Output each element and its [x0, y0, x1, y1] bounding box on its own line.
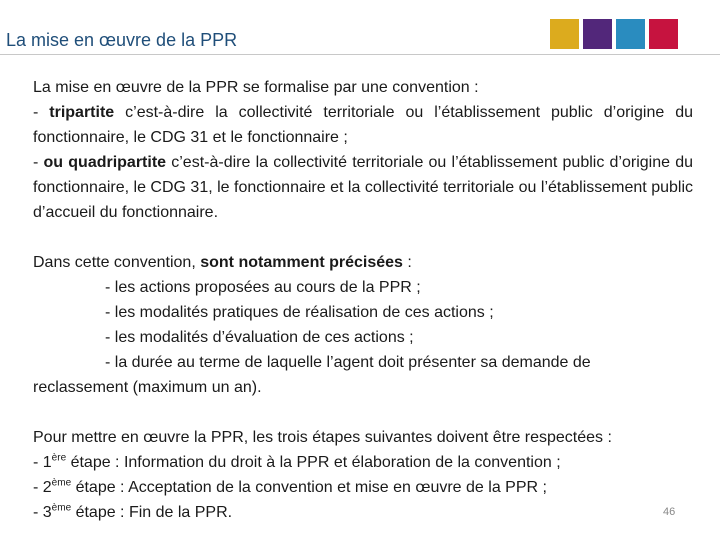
- detail-item: - les actions proposées au cours de la PPR ;: [105, 279, 421, 296]
- red-square: [649, 19, 678, 49]
- step-item: [33, 500, 693, 525]
- purple-square: [583, 19, 612, 49]
- step-ordinal: ème: [51, 502, 72, 514]
- page-number: 46: [663, 506, 676, 518]
- details-intro-bold: sont notamment précisées: [200, 254, 403, 271]
- detail-item: - les modalités pratiques de réalisation de ces actions ;: [105, 304, 494, 321]
- step-text: étape : Fin de la PPR.: [71, 504, 233, 521]
- tripartite-term: tripartite: [49, 104, 115, 121]
- steps-intro: Pour mettre en œuvre la PPR, les trois étapes suivantes doivent être respectées :: [33, 429, 612, 446]
- details-intro-pre: Dans cette convention,: [33, 254, 201, 271]
- quadripartite-term: ou quadripartite: [43, 154, 167, 171]
- tripartite-text: c’est-à-dire la collectivité territoriale ou l’établissement public d’origine du fonctionnaire, le CDG 31 et le fonctionnaire ;: [33, 104, 693, 146]
- convention-intro: La mise en œuvre de la PPR se formalise par une convention :: [33, 79, 479, 96]
- yellow-square: [550, 19, 579, 49]
- bullet-dash: -: [33, 104, 50, 121]
- tripartite-bullet: [33, 100, 693, 150]
- detail-item-continuation: reclassement (maximum un an).: [33, 379, 262, 396]
- page-title: La mise en œuvre de la PPR: [6, 30, 238, 50]
- step-ordinal: ème: [51, 477, 72, 489]
- title-divider: [0, 54, 720, 55]
- step-item: [33, 475, 693, 500]
- bullet-dash: -: [33, 154, 44, 171]
- step-number: - 2: [33, 479, 52, 496]
- step-item: [33, 450, 693, 475]
- color-squares-decoration: [550, 19, 678, 49]
- step-text: étape : Information du droit à la PPR et élaboration de la convention ;: [66, 454, 561, 471]
- convention-details-intro: [33, 250, 693, 275]
- detail-item: - la durée au terme de laquelle l’agent doit présenter sa demande de: [105, 354, 591, 371]
- detail-item: - les modalités d’évaluation de ces actions ;: [105, 329, 414, 346]
- blue-square: [616, 19, 645, 49]
- step-number: - 3: [33, 504, 52, 521]
- quadripartite-text: c’est-à-dire la collectivité territoriale ou l’établissement public d’origine du fonctionnaire, le CDG 31, le fonctionnaire et la collectivité territoriale ou l’établissement public d’accueil du fonctionnaire.: [33, 154, 694, 221]
- quadripartite-bullet: [33, 150, 693, 225]
- slide-body: [33, 75, 693, 525]
- step-number: - 1: [33, 454, 52, 471]
- step-ordinal: ère: [51, 452, 67, 464]
- details-intro-post: :: [402, 254, 412, 271]
- step-text: étape : Acceptation de la convention et mise en œuvre de la PPR ;: [71, 479, 547, 496]
